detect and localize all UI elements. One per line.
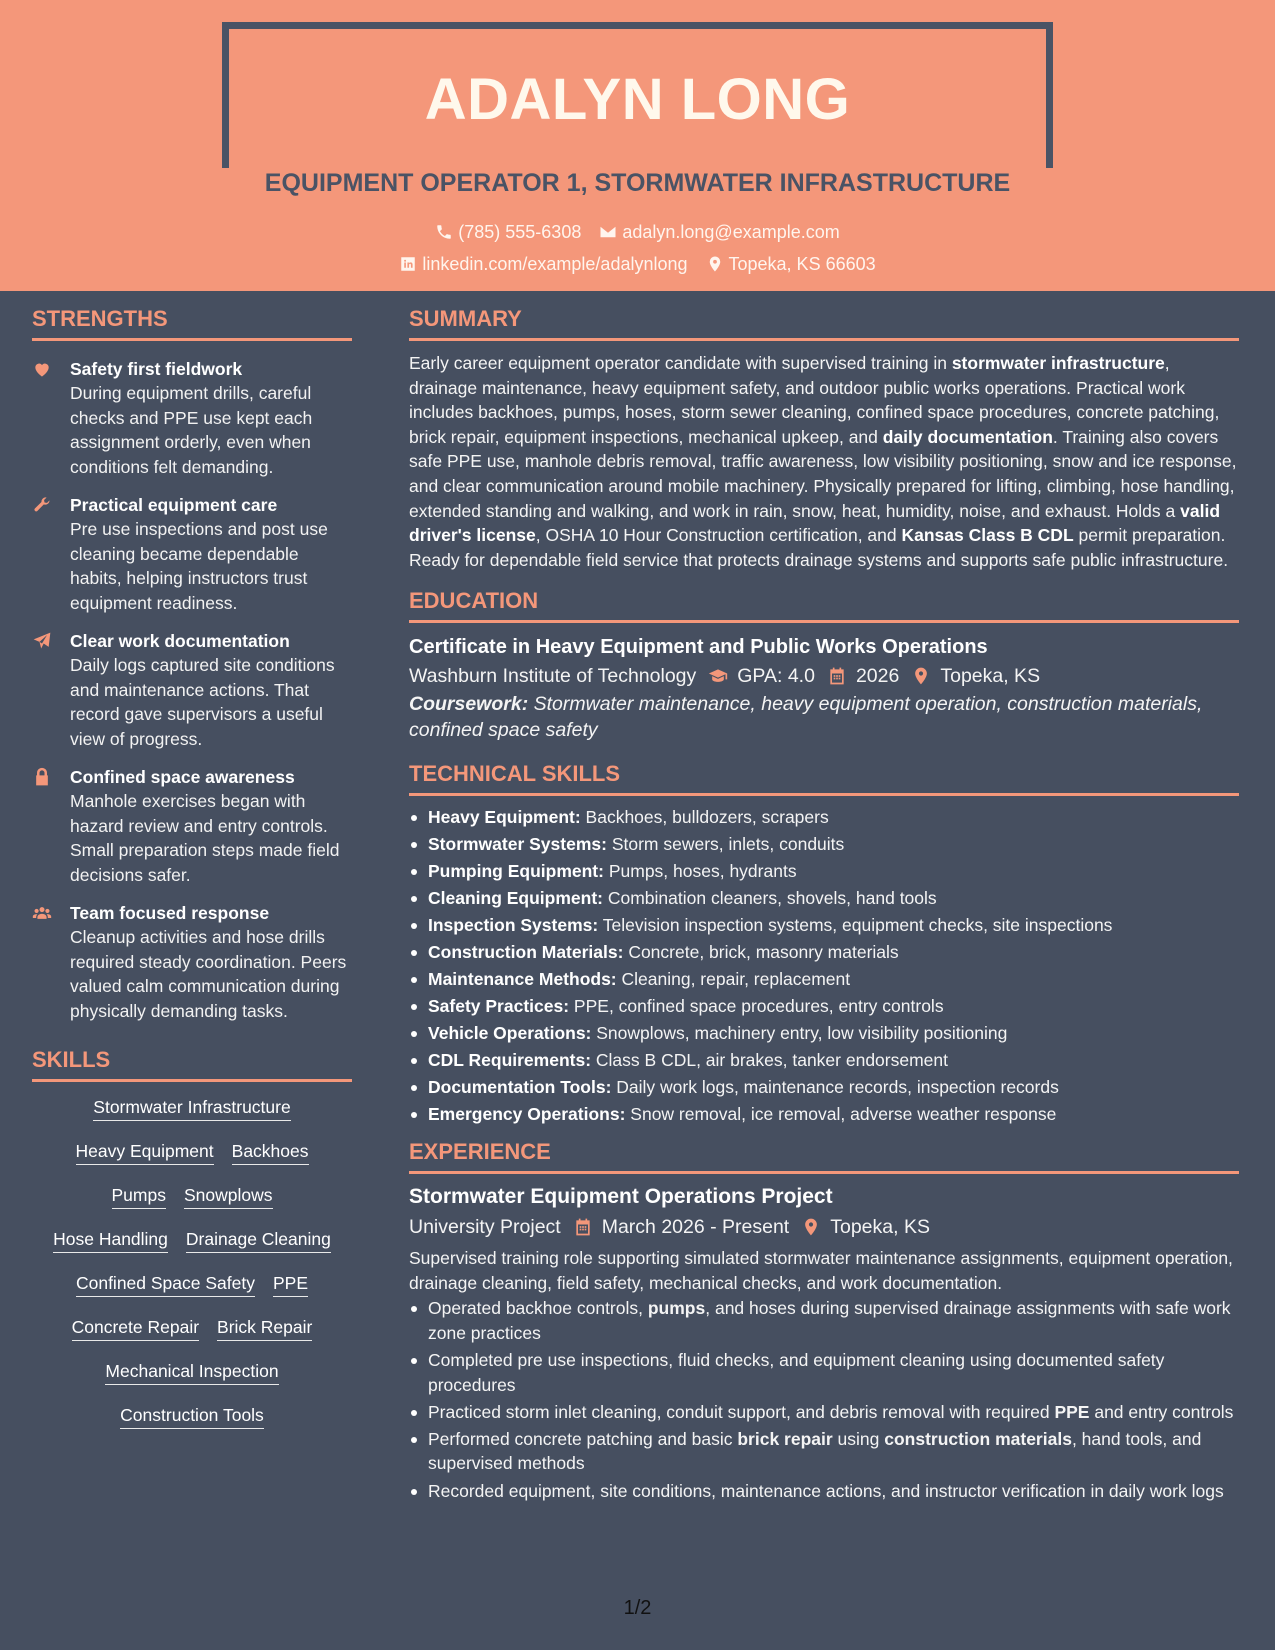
- exp-bullet: Recorded equipment, site conditions, maintenance actions, and instructor verification in daily work logs: [409, 1479, 1239, 1504]
- skill-tag: Confined Space Safety: [76, 1272, 255, 1297]
- skills-row: [53, 1228, 331, 1253]
- technical-skills-list: [409, 804, 1239, 1128]
- strength-desc: During equipment drills, careful checks and PPE use kept each assignment orderly, even when conditions felt demanding.: [70, 383, 313, 477]
- skills-row: [105, 1360, 278, 1385]
- skills-row: [72, 1316, 313, 1341]
- skills-row: [76, 1140, 309, 1165]
- linkedin-icon: [399, 255, 417, 273]
- technical-skill-item: [409, 804, 1239, 831]
- technical-skill-item: [409, 966, 1239, 993]
- technical-skill-label: Safety Practices:: [428, 996, 570, 1017]
- edu-location-text: Topeka, KS: [940, 665, 1041, 688]
- technical-skills-heading: TECHNICAL SKILLS: [409, 759, 1239, 796]
- contact-linkedin[interactable]: [399, 252, 687, 276]
- phone-icon: [435, 223, 453, 241]
- exp-location: [789, 1212, 930, 1242]
- contact-phone[interactable]: [435, 220, 581, 244]
- skill-tag: Backhoes: [232, 1140, 309, 1165]
- technical-skill-label: Stormwater Systems:: [428, 834, 607, 855]
- gpa-text: GPA: 4.0: [737, 665, 815, 688]
- strength-item: [32, 901, 352, 1023]
- technical-skill-label: Maintenance Methods:: [428, 969, 617, 990]
- technical-skill-label: Construction Materials:: [428, 942, 624, 963]
- strength-item: [32, 493, 352, 615]
- technical-skill-item: [409, 993, 1239, 1020]
- skill-tag: PPE: [273, 1272, 308, 1297]
- strength-title: Clear work documentation: [70, 631, 290, 651]
- technical-skill-label: Inspection Systems:: [428, 915, 599, 936]
- exp-bullet: Performed concrete patching and basic brick repair using construction materials, hand tools, and supervised methods: [409, 1427, 1239, 1476]
- exp-org: University Project: [409, 1216, 561, 1239]
- contact-email[interactable]: [599, 220, 839, 244]
- right-column: [409, 304, 1239, 1506]
- skill-tag: Construction Tools: [120, 1404, 264, 1429]
- skill-tag: Drainage Cleaning: [186, 1228, 331, 1253]
- candidate-name: ADALYN LONG: [424, 67, 851, 132]
- summary-heading: SUMMARY: [409, 304, 1239, 341]
- technical-skill-label: CDL Requirements:: [428, 1050, 592, 1071]
- technical-skill-item: [409, 1074, 1239, 1101]
- technical-skill-item: [409, 1047, 1239, 1074]
- location-text: Topeka, KS 66603: [728, 254, 876, 274]
- technical-skill-value: Concrete, brick, masonry materials: [623, 942, 899, 963]
- exp-bullet: Practiced storm inlet cleaning, conduit support, and debris removal with required PPE and entry controls: [409, 1400, 1239, 1425]
- skills-row: [76, 1272, 308, 1297]
- coursework: [409, 691, 1239, 743]
- coursework-label: Coursework:: [409, 693, 529, 716]
- technical-skill-item: [409, 1020, 1239, 1047]
- strength-title: Confined space awareness: [70, 767, 295, 787]
- technical-skill-value: Backhoes, bulldozers, scrapers: [580, 807, 829, 828]
- skills-row: [112, 1184, 273, 1209]
- strength-item: [32, 357, 352, 479]
- phone-text: (785) 555-6308: [458, 222, 582, 242]
- technical-skill-value: Daily work logs, maintenance records, inspection records: [611, 1077, 1059, 1098]
- envelope-icon: [599, 223, 617, 241]
- skill-tag: Stormwater Infrastructure: [93, 1096, 290, 1121]
- strength-title: Team focused response: [70, 903, 270, 923]
- edu-school: Washburn Institute of Technology: [409, 665, 697, 688]
- exp-bullet: Completed pre use inspections, fluid checks, and equipment cleaning using documented safety procedures: [409, 1348, 1239, 1397]
- strengths-heading: STRENGTHS: [32, 304, 352, 341]
- technical-skill-value: Cleaning, repair, replacement: [616, 969, 851, 990]
- exp-desc: Supervised training role supporting simulated stormwater maintenance assignments, equipment operation, drainage cleaning, field safety, mechanical checks, and work documentation.: [409, 1248, 1233, 1293]
- contact-row-2: [0, 252, 1275, 276]
- strength-desc: Manhole exercises began with hazard review and entry controls. Small preparation steps made field decisions safer.: [70, 791, 340, 885]
- skill-tag: Brick Repair: [217, 1316, 312, 1341]
- email-text: adalyn.long@example.com: [622, 222, 840, 242]
- edu-location: [899, 661, 1040, 691]
- skill-tag: Mechanical Inspection: [105, 1360, 278, 1385]
- edu-meta: [409, 661, 1239, 691]
- exp-meta: [409, 1212, 1239, 1242]
- job-title: EQUIPMENT OPERATOR 1, STORMWATER INFRASTRUCTURE: [264, 169, 1011, 197]
- skills-row: [120, 1404, 264, 1429]
- technical-skill-item: [409, 939, 1239, 966]
- skills-row: [93, 1096, 290, 1121]
- lock-icon: [32, 767, 52, 787]
- experience-heading: EXPERIENCE: [409, 1137, 1239, 1174]
- map-pin-icon: [801, 1217, 821, 1237]
- strength-desc: Daily logs captured site conditions and maintenance actions. That record gave supervisors a useful view of progress.: [70, 655, 335, 749]
- strength-title: Safety first fieldwork: [70, 359, 243, 379]
- technical-skill-item: [409, 858, 1239, 885]
- calendar-icon: [827, 666, 847, 686]
- page-number: 1/2: [623, 1597, 652, 1619]
- skill-tag: Concrete Repair: [72, 1316, 199, 1341]
- strength-item: [32, 765, 352, 887]
- technical-skill-label: Vehicle Operations:: [428, 1023, 592, 1044]
- technical-skill-value: Combination cleaners, shovels, hand tools: [603, 888, 937, 909]
- users-icon: [32, 903, 52, 923]
- wrench-icon: [32, 495, 52, 515]
- exp-dates: [561, 1212, 790, 1242]
- skills-heading: SKILLS: [32, 1045, 352, 1082]
- year-text: 2026: [855, 665, 900, 688]
- edu-gpa: [696, 661, 815, 691]
- map-pin-icon: [706, 255, 724, 273]
- edu-degree: Certificate in Heavy Equipment and Public Works Operations: [409, 636, 988, 659]
- technical-skill-item: [409, 885, 1239, 912]
- skill-tag: Heavy Equipment: [76, 1140, 214, 1165]
- technical-skill-item: [409, 912, 1239, 939]
- linkedin-text: linkedin.com/example/adalynlong: [422, 254, 688, 274]
- exp-dates-text: March 2026 - Present: [601, 1216, 790, 1239]
- technical-skill-label: Cleaning Equipment:: [428, 888, 603, 909]
- technical-skill-value: Snow removal, ice removal, adverse weather response: [625, 1104, 1057, 1125]
- heart-icon: [32, 359, 52, 379]
- technical-skill-value: Snowplows, machinery entry, low visibility positioning: [591, 1023, 1008, 1044]
- skill-tag: Pumps: [112, 1184, 166, 1209]
- technical-skill-value: Television inspection systems, equipment checks, site inspections: [598, 915, 1113, 936]
- strengths-list: [32, 357, 352, 1023]
- exp-location-text: Topeka, KS: [830, 1216, 930, 1239]
- technical-skill-label: Pumping Equipment:: [428, 861, 604, 882]
- coursework-text: Stormwater maintenance, heavy equipment operation, construction materials, confined space safety: [409, 693, 1203, 742]
- technical-skill-label: Documentation Tools:: [428, 1077, 612, 1098]
- skill-tag: Snowplows: [184, 1184, 273, 1209]
- technical-skill-label: Heavy Equipment:: [428, 807, 581, 828]
- technical-skill-value: PPE, confined space procedures, entry controls: [569, 996, 944, 1017]
- skills-list: [32, 1096, 352, 1448]
- contact-location: [706, 252, 876, 276]
- summary-text: Early career equipment operator candidate with supervised training in stormwater infrastructure, drainage maintenance, heavy equipment safety, and outdoor public works operations. Practical work includes backhoes, pumps, hoses, storm sewer cleaning, confined space procedures, concrete patching, brick repair, equipment inspections, mechanical upkeep, and daily documentation. Training also covers safe PPE use, manhole debris removal, traffic awareness, low visibility positioning, snow and ice response, and clear communication around mobile machinery. Physically prepared for lifting, climbing, hose handling, extended standing and walking, and work in rain, snow, heat, humidity, noise, and exhaust. Holds a valid driver's license, OSHA 10 Hour Construction certification, and Kansas Class B CDL permit preparation. Ready for dependable field service that protects drainage systems and supports safe public infrastructure.: [409, 353, 1237, 570]
- strength-item: [32, 629, 352, 751]
- skill-tag: Hose Handling: [53, 1228, 168, 1253]
- exp-bullets: [409, 1296, 1239, 1503]
- map-pin-icon: [911, 666, 931, 686]
- strength-title: Practical equipment care: [70, 495, 278, 515]
- exp-title: Stormwater Equipment Operations Project: [409, 1185, 833, 1209]
- education-heading: EDUCATION: [409, 586, 1239, 623]
- strength-desc: Cleanup activities and hose drills required steady coordination. Peers valued calm communication during physically demanding tasks.: [70, 927, 347, 1021]
- resume-header: [0, 0, 1275, 291]
- technical-skill-value: Storm sewers, inlets, conduits: [606, 834, 845, 855]
- strength-desc: Pre use inspections and post use cleaning became dependable habits, helping instructors trust equipment readiness.: [70, 519, 328, 613]
- left-column: [32, 304, 352, 1448]
- technical-skill-value: Pumps, hoses, hydrants: [603, 861, 797, 882]
- edu-year: [815, 661, 899, 691]
- contact-row-1: [0, 220, 1275, 244]
- technical-skill-label: Emergency Operations:: [428, 1104, 626, 1125]
- paper-plane-icon: [32, 631, 52, 651]
- technical-skill-value: Class B CDL, air brakes, tanker endorsement: [591, 1050, 949, 1071]
- calendar-icon: [573, 1217, 593, 1237]
- graduation-cap-icon: [708, 666, 728, 686]
- technical-skill-item: [409, 831, 1239, 858]
- exp-bullet: Operated backhoe controls, pumps, and hoses during supervised drainage assignments with safe work zone practices: [409, 1296, 1239, 1345]
- technical-skill-item: [409, 1101, 1239, 1128]
